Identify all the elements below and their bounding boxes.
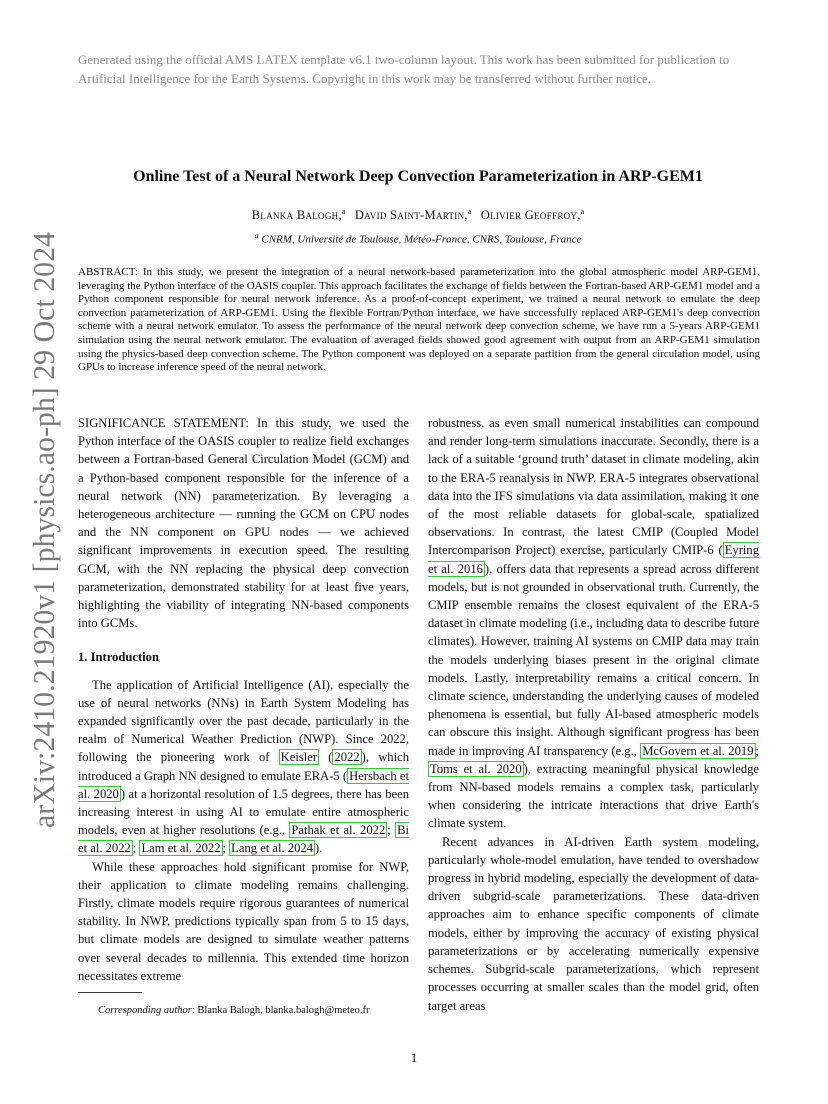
text-run: ) at a horizontal resolution of 1.5 degrees, there has been increasing interest in using AI to emulate entire atmospheric models, even at higher resolutions (e.g., <box>78 786 409 838</box>
significance-statement: SIGNIFICANCE STATEMENT: In this study, we used the Python interface of the OASIS coupler to realize field exchanges between a Fortran-based General Circulation Model (GCM) and a Python-based component responsible for the inference of a neural network (NN) parameterization. By leveraging a heterogeneous architecture — running the GCM on CPU nodes and the NN component on GPU nodes — we achieved significant improvements in execution speed. The resulting GCM, with the NN replacing the physical deep convection parameterization, demonstrated stability for at least five years, highlighting the viability of integrating NN-based components into GCMs. <box>78 416 409 631</box>
text-run: ). <box>315 841 323 856</box>
author-list <box>78 204 758 223</box>
text-run: ), which introduced a Graph NN designed to emulate ERA-5 ( <box>78 750 409 783</box>
body-paragraph-2: Recent advances in AI-driven Earth system modeling, particularly whole-model emulation, have tended to overshadow progress in hybrid modeling, especially the development of data-driven subgrid-scale parameterizations. These data-driven approaches aim to enhance specific components of climate models, either by improving the accuracy of existing physical parameterizations or by accelerating numerically expensive schemes. Subgrid-scale parameterizations, which represent processes occurring at smaller scales than the model grid, often target areas <box>428 834 759 1013</box>
citation-link[interactable]: 2022 <box>334 750 360 765</box>
text-run: ; <box>222 841 230 856</box>
body-paragraph-1 <box>428 414 759 833</box>
author-affil-mark: a <box>341 207 346 216</box>
citation-link[interactable]: Toms et al. 2020 <box>430 761 522 776</box>
abstract: ABSTRACT: In this study, we present the integration of a neural network-based parameterization into the global atmospheric model ARP-GEM1, leveraging the Python interface of the OASIS coupler. This approach facilitates the exchange of fields between the Fortran-based ARP-GEM1 model and a Python component responsible for neural network inference. As a proof-of-concept experiment, we trained a neural network to emulate the deep convection parameterization of ARP-GEM1. Using the flexible Fortran/Python interface, we have successfully replaced ARP-GEM1's deep convection scheme with a neural network emulator. To assess the performance of the neural network deep convection scheme, we have run a 5-years ARP-GEM1 simulation using the neural network emulator. The evaluation of averaged fields showed good agreement with output from an ARP-GEM1 simulation using the physics-based deep convection scheme. The Python component was deployed on a separate partition from the general circulation model, using GPUs to increase inference speed of the neural network. <box>78 266 760 374</box>
citation-link[interactable]: Keisler <box>280 750 318 765</box>
arxiv-stamp-text: arXiv:2410.21920v1 [physics.ao-ph] 29 Oct 2024 <box>27 230 61 828</box>
template-notice: Generated using the official AMS LATEX template v6.1 two-column layout. This work has been submitted for publication to Artificial Intelligence for the Earth Systems. Copyright in this work may be transferred without further notice. <box>78 52 730 86</box>
citation-link[interactable]: Pathak et al. 2022 <box>291 823 386 838</box>
paper-title: Online Test of a Neural Network Deep Convection Parameterization in ARP-GEM1 <box>133 168 703 185</box>
author-name: Blanka Balogh, <box>251 208 342 223</box>
citation-link[interactable]: Hersbach et al. 2020 <box>78 768 409 801</box>
text-run: ), offers data that represents a spread across different models, but is not grounded in observational truth. Currently, the CMIP ensemble remains the closest equivalent of the ERA-5 dataset in climate modeling (i.e., including data to describe future climates). However, training AI systems on CMIP data may train the models underlying biases present in the original climate models. Lastly, interpretability remains a critical concern. In climate science, understanding the underlying causes of modeled phenomena is essential, but fully AI-based atmospheric models can obscure this insight. Although significant progress has been made in improving AI transparency (e.g., <box>428 561 759 758</box>
author-name: Olivier Geoffroy, <box>480 208 581 223</box>
text-run: robustness, as even small numerical instabilities can compound and render long-term simulations inaccurate. Secondly, there is a lack of a suitable ‘ground truth’ dataset in climate modeling, akin to the ERA-5 reanalysis in NWP. ERA-5 integrates observational data into the IFS simulations via data assimilation, making it one of the most reliable datasets for global-scale, spatialized observations. In contrast, the latest CMIP (Coupled Model Intercomparison Project) exercise, particularly CMIP-6 ( <box>428 416 759 558</box>
author-affil-mark: a <box>580 207 585 216</box>
footnote-rule <box>78 992 142 993</box>
text-run: ; <box>755 743 759 758</box>
citation-link[interactable]: Eyring et al. 2016 <box>428 543 759 576</box>
text-run: ; <box>387 823 396 838</box>
footnote-text: : Blanka Balogh, blanka.balogh@meteo.fr <box>191 1005 370 1016</box>
right-column <box>428 414 759 1015</box>
text-run: ( <box>319 750 333 765</box>
footnote-label: Corresponding author <box>98 1005 192 1016</box>
left-column <box>78 414 409 985</box>
text-run: ; <box>132 841 140 856</box>
citation-link[interactable]: McGovern et al. 2019 <box>642 743 754 758</box>
intro-paragraph-1 <box>78 676 409 858</box>
affiliation-mark: a <box>254 231 259 240</box>
author-name: David Saint-Martin, <box>354 208 468 223</box>
citation-link[interactable]: Lang et al. 2024 <box>231 841 314 856</box>
citation-link[interactable]: Bi et al. 2022 <box>78 823 409 856</box>
section-heading-introduction: 1. Introduction <box>78 650 159 665</box>
citation-link[interactable]: Lam et al. 2022 <box>141 841 221 856</box>
text-run: The application of Artificial Intelligence (AI), especially the use of neural networks (NNs) in Earth System Modeling has expanded significantly over the past decade, particularly in the realm of Numerical Weather Prediction (NWP). Since 2022, following the pioneering work of <box>78 677 409 765</box>
page-number: 1 <box>410 1050 418 1065</box>
affiliation-text: CNRM, Université de Toulouse, Météo-France, CNRS, Toulouse, France <box>261 233 582 246</box>
intro-paragraph-2: While these approaches hold significant promise for NWP, their application to climate modeling remains challenging. Firstly, climate models require rigorous guarantees of numerical stability. In NWP, predictions typically span from 5 to 15 days, but climate models are designed to simulate weather patterns over several decades to millennia. This extended time horizon necessitates extreme <box>78 859 409 983</box>
text-run: ), extracting meaningful physical knowledge from NN-based models remains a complex task, particularly when considering the intricate interactions that drive Earth's climate system. <box>428 761 759 831</box>
author-affil-mark: a <box>467 207 472 216</box>
affiliation <box>78 229 758 247</box>
arxiv-stamp <box>10 230 66 830</box>
corresponding-author-footnote <box>98 1004 369 1018</box>
